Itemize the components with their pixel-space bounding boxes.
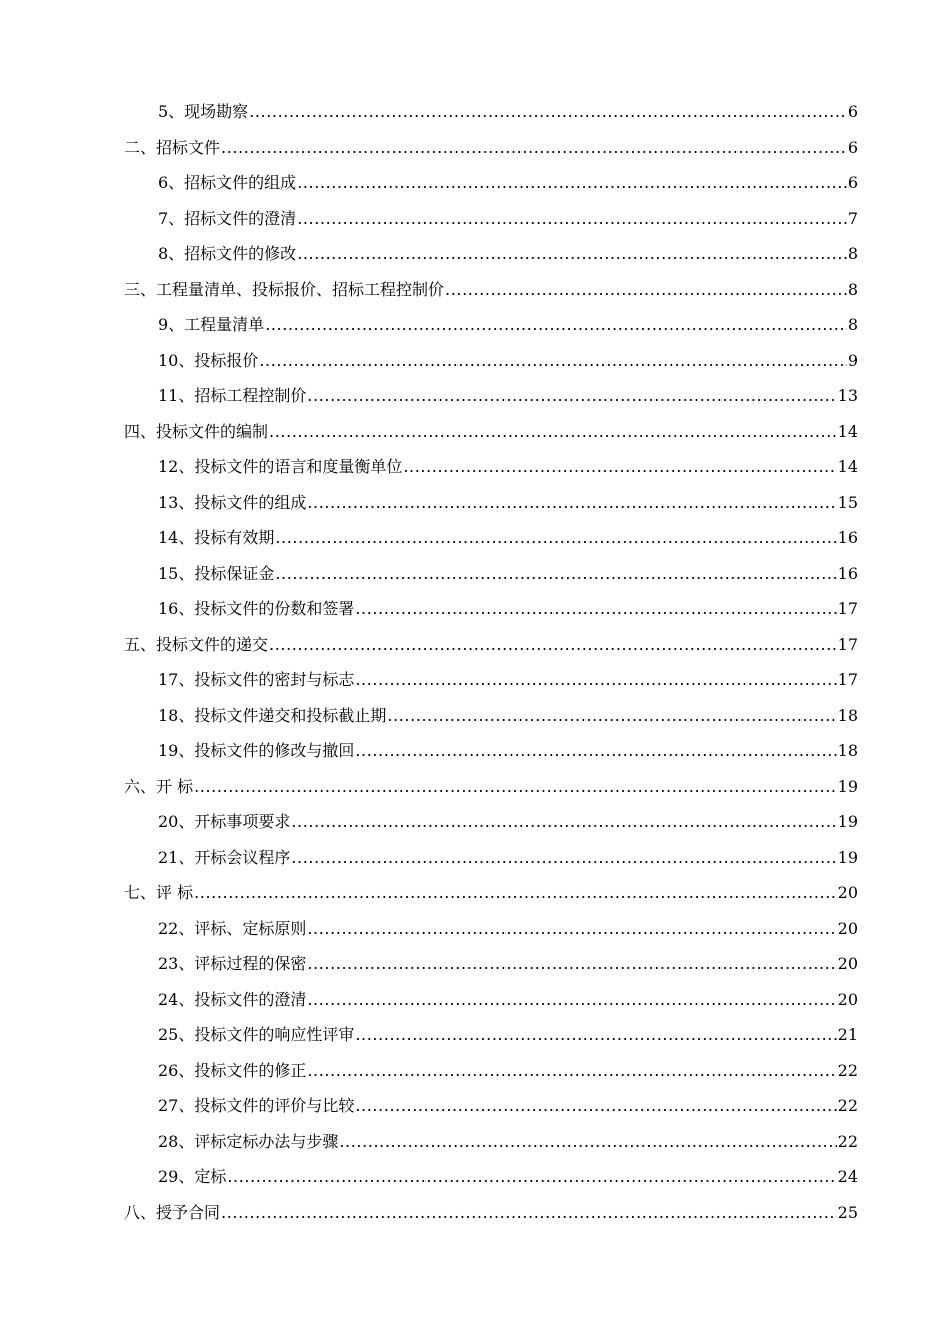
toc-dot-leader [403, 449, 836, 485]
toc-dot-leader [297, 165, 847, 201]
toc-entry-label: 5、现场勘察 [158, 102, 249, 121]
toc-dot-leader [307, 911, 836, 947]
toc-section-entry[interactable] [0, 414, 950, 450]
toc-dot-leader [297, 236, 847, 272]
toc-subsection-entry[interactable] [0, 982, 950, 1018]
toc-dot-leader [275, 520, 836, 556]
toc-subsection-entry[interactable] [0, 556, 950, 592]
toc-section-entry[interactable] [0, 875, 950, 911]
toc-entry-label: 29、定标 [158, 1167, 227, 1186]
toc-dot-leader [355, 733, 836, 769]
toc-page-number: 7 [847, 208, 858, 228]
toc-dot-leader [249, 94, 847, 130]
toc-page-number: 18 [837, 741, 858, 760]
toc-entry-label: 26、投标文件的修正 [158, 1060, 307, 1080]
toc-page-number: 13 [837, 386, 858, 405]
toc-entry-label: 19、投标文件的修改与撤回 [158, 741, 355, 760]
toc-entry-label: 七、评 标 [124, 883, 194, 902]
toc-dot-leader [194, 769, 837, 805]
toc-subsection-entry[interactable] [0, 343, 950, 379]
toc-page-number: 17 [837, 634, 858, 654]
toc-page-number: 22 [837, 1131, 858, 1151]
toc-page-number: 8 [847, 279, 858, 299]
toc-dot-leader [291, 804, 836, 840]
toc-dot-leader [269, 627, 837, 663]
toc-page-number: 6 [847, 137, 858, 157]
toc-entry-label: 三、工程量清单、投标报价、招标工程控制价 [124, 279, 445, 299]
toc-entry-label: 7、招标文件的澄清 [158, 208, 297, 228]
toc-dot-leader [297, 201, 847, 237]
toc-subsection-entry[interactable] [0, 520, 950, 556]
table-of-contents [0, 94, 950, 1230]
toc-section-entry[interactable] [0, 272, 950, 308]
toc-entry-label: 四、投标文件的编制 [124, 421, 269, 441]
toc-subsection-entry[interactable] [0, 1053, 950, 1089]
toc-entry-label: 18、投标文件递交和投标截止期 [158, 705, 387, 725]
toc-section-entry[interactable] [0, 130, 950, 166]
toc-entry-label: 9、工程量清单 [158, 315, 265, 334]
toc-entry-label: 6、招标文件的组成 [158, 173, 297, 192]
toc-entry-label: 11、招标工程控制价 [158, 386, 307, 405]
toc-page-number: 8 [847, 315, 858, 334]
toc-subsection-entry[interactable] [0, 662, 950, 698]
toc-section-entry[interactable] [0, 627, 950, 663]
toc-page-number: 6 [847, 173, 858, 192]
toc-dot-leader [291, 840, 836, 876]
toc-subsection-entry[interactable] [0, 698, 950, 734]
toc-subsection-entry[interactable] [0, 733, 950, 769]
toc-section-entry[interactable] [0, 1195, 950, 1231]
toc-entry-label: 13、投标文件的组成 [158, 492, 307, 512]
toc-page-number: 16 [837, 528, 858, 547]
toc-entry-label: 20、开标事项要求 [158, 812, 291, 831]
toc-entry-label: 15、投标保证金 [158, 563, 275, 583]
toc-page-number: 14 [837, 421, 858, 441]
toc-entry-label: 22、评标、定标原则 [158, 918, 307, 938]
toc-page-number: 15 [837, 492, 858, 512]
toc-entry-label: 25、投标文件的响应性评审 [158, 1025, 355, 1044]
toc-dot-leader [445, 272, 847, 308]
toc-page-number: 18 [837, 705, 858, 725]
toc-entry-label: 二、招标文件 [124, 137, 221, 157]
toc-entry-label: 12、投标文件的语言和度量衡单位 [158, 457, 403, 476]
toc-dot-leader [355, 1088, 836, 1124]
toc-page-number: 21 [837, 1025, 858, 1044]
toc-dot-leader [307, 378, 836, 414]
toc-page-number: 19 [837, 847, 858, 867]
toc-subsection-entry[interactable] [0, 946, 950, 982]
toc-entry-label: 六、开 标 [124, 776, 194, 796]
toc-entry-label: 17、投标文件的密封与标志 [158, 670, 355, 689]
toc-page-number: 20 [837, 954, 858, 973]
toc-page-number: 19 [837, 812, 858, 831]
toc-page-number: 6 [847, 102, 858, 121]
toc-entry-label: 21、开标会议程序 [158, 847, 291, 867]
toc-dot-leader [387, 698, 836, 734]
toc-dot-leader [194, 875, 837, 911]
toc-subsection-entry[interactable] [0, 165, 950, 201]
toc-subsection-entry[interactable] [0, 236, 950, 272]
toc-dot-leader [307, 485, 836, 521]
toc-dot-leader [259, 343, 846, 379]
toc-subsection-entry[interactable] [0, 1124, 950, 1160]
toc-page-number: 17 [837, 599, 858, 618]
toc-entry-label: 16、投标文件的份数和签署 [158, 599, 355, 618]
toc-dot-leader [307, 982, 836, 1018]
toc-dot-leader [221, 1195, 837, 1231]
toc-entry-label: 28、评标定标办法与步骤 [158, 1131, 339, 1151]
toc-page-number: 19 [837, 776, 858, 796]
toc-entry-label: 14、投标有效期 [158, 528, 275, 547]
toc-entry-label: 8、招标文件的修改 [158, 244, 297, 263]
toc-page-number: 25 [837, 1202, 858, 1222]
toc-subsection-entry[interactable] [0, 485, 950, 521]
toc-entry-label: 10、投标报价 [158, 350, 259, 370]
toc-dot-leader [265, 307, 847, 343]
toc-entry-label: 23、评标过程的保密 [158, 954, 307, 973]
toc-subsection-entry[interactable] [0, 1017, 950, 1053]
toc-subsection-entry[interactable] [0, 307, 950, 343]
toc-dot-leader [307, 1053, 836, 1089]
toc-dot-leader [307, 946, 836, 982]
toc-page-number: 22 [837, 1096, 858, 1115]
toc-subsection-entry[interactable] [0, 911, 950, 947]
toc-entry-label: 27、投标文件的评价与比较 [158, 1096, 355, 1115]
toc-section-entry[interactable] [0, 769, 950, 805]
toc-page-number: 16 [837, 563, 858, 583]
toc-subsection-entry[interactable] [0, 94, 950, 130]
toc-page-number: 20 [837, 883, 858, 902]
toc-entry-label: 八、授予合同 [124, 1202, 221, 1222]
toc-dot-leader [339, 1124, 836, 1160]
toc-subsection-entry[interactable] [0, 201, 950, 237]
toc-subsection-entry[interactable] [0, 1159, 950, 1195]
toc-page-number: 20 [837, 989, 858, 1009]
toc-page-number: 17 [837, 670, 858, 689]
toc-dot-leader [355, 1017, 836, 1053]
toc-page-number: 22 [837, 1060, 858, 1080]
toc-dot-leader [275, 556, 836, 592]
toc-dot-leader [355, 662, 836, 698]
toc-dot-leader [227, 1159, 836, 1195]
toc-page-number: 9 [847, 350, 858, 370]
toc-subsection-entry[interactable] [0, 1088, 950, 1124]
toc-page-number: 8 [847, 244, 858, 263]
toc-page-number: 14 [837, 457, 858, 476]
toc-dot-leader [269, 414, 837, 450]
toc-subsection-entry[interactable] [0, 804, 950, 840]
toc-entry-label: 24、投标文件的澄清 [158, 989, 307, 1009]
toc-subsection-entry[interactable] [0, 449, 950, 485]
toc-subsection-entry[interactable] [0, 840, 950, 876]
toc-entry-label: 五、投标文件的递交 [124, 634, 269, 654]
toc-subsection-entry[interactable] [0, 378, 950, 414]
toc-dot-leader [221, 130, 847, 166]
toc-page-number: 24 [837, 1167, 858, 1186]
toc-page-number: 20 [837, 918, 858, 938]
toc-dot-leader [355, 591, 836, 627]
toc-subsection-entry[interactable] [0, 591, 950, 627]
